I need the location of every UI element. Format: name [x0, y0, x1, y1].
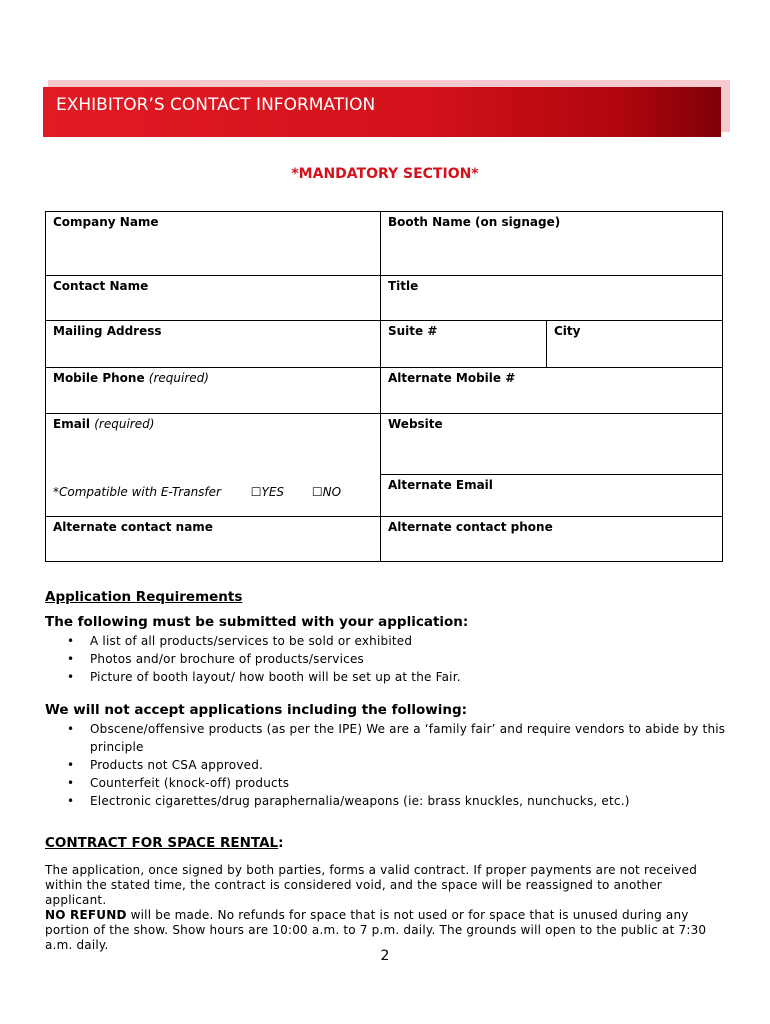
- etransfer-yes-checkbox[interactable]: ☐YES: [250, 485, 285, 499]
- city-label: City: [554, 324, 581, 338]
- contract-heading-text: CONTRACT FOR SPACE RENTAL: [45, 835, 279, 851]
- company-name-label: Company Name: [53, 215, 159, 229]
- alternate-contact-name-label: Alternate contact name: [53, 520, 213, 534]
- city-field[interactable]: [547, 321, 723, 368]
- contact-info-table: [45, 211, 723, 562]
- list-item: • A list of all products/services to be sold or exhibited: [45, 632, 735, 650]
- list-item: • Products not CSA approved.: [45, 756, 735, 774]
- alternate-contact-phone-field[interactable]: [381, 517, 723, 562]
- list-item: • Photos and/or brochure of products/services: [45, 650, 735, 668]
- list-item: • Electronic cigarettes/drug paraphernalia/weapons (ie: brass knuckles, nunchucks, etc.): [45, 792, 735, 810]
- email-required: (required): [94, 417, 155, 431]
- list-item: • Picture of booth layout/ how booth will be set up at the Fair.: [45, 668, 735, 686]
- list-item: • Counterfeit (knock-off) products: [45, 774, 735, 792]
- mailing-address-label: Mailing Address: [53, 324, 162, 338]
- website-label: Website: [388, 417, 443, 431]
- application-requirements: [45, 589, 735, 810]
- title-field[interactable]: [381, 276, 723, 321]
- alternate-contact-name-field[interactable]: [46, 517, 381, 562]
- contact-name-field[interactable]: [46, 276, 381, 321]
- contract-heading-colon: :: [278, 835, 284, 851]
- contract-section: [45, 835, 725, 953]
- suite-field[interactable]: [381, 321, 547, 368]
- etransfer-row: [53, 485, 373, 499]
- suite-label: Suite #: [388, 324, 438, 338]
- booth-name-label: Booth Name (on signage): [388, 215, 561, 229]
- mobile-phone-label: Mobile Phone: [53, 371, 145, 385]
- must-submit-list: [45, 632, 735, 686]
- must-submit-heading: The following must be submitted with your application:: [45, 614, 469, 630]
- etransfer-no-checkbox[interactable]: ☐NO: [311, 485, 342, 499]
- alternate-email-label: Alternate Email: [388, 478, 493, 492]
- not-accepted-list: [45, 720, 735, 810]
- contract-paragraph-1: The application, once signed by both parties, forms a valid contract. If proper payments are not received within the stated time, the contract is considered void, and the space will be reassigned to another applicant.: [45, 863, 698, 907]
- list-item: • Obscene/offensive products (as per the IPE) We are a ‘family fair’ and require vendors to abide by this principle: [45, 720, 735, 756]
- alternate-email-field[interactable]: [381, 475, 723, 517]
- booth-name-field[interactable]: [381, 212, 723, 276]
- contact-name-label: Contact Name: [53, 279, 149, 293]
- contract-paragraph-2: will be made. No refunds for space that is not used or for space that is unused during any portion of the show. Show hours are 10:00 a.m. to 7 p.m. daily. The grounds will open to the public at 7:30 a.m. daily.: [45, 908, 707, 952]
- section-title: EXHIBITOR’S CONTACT INFORMATION: [56, 95, 376, 115]
- mailing-address-field[interactable]: [46, 321, 381, 368]
- website-field[interactable]: [381, 414, 723, 475]
- no-refund-label: NO REFUND: [45, 908, 127, 922]
- alternate-mobile-label: Alternate Mobile #: [388, 371, 516, 385]
- mobile-phone-field[interactable]: [46, 368, 381, 414]
- title-label: Title: [388, 279, 419, 293]
- contract-heading: [45, 835, 725, 851]
- email-field[interactable]: [46, 414, 381, 517]
- requirements-heading: Application Requirements: [45, 589, 243, 605]
- mandatory-section-label: *MANDATORY SECTION*: [291, 166, 479, 182]
- contract-body: [45, 863, 725, 953]
- mobile-phone-required: (required): [148, 371, 209, 385]
- section-title-banner: [43, 87, 721, 137]
- page-number: 2: [380, 948, 390, 964]
- etransfer-label: *Compatible with E-Transfer: [53, 485, 221, 499]
- email-label: Email: [53, 417, 91, 431]
- not-accepted-heading: We will not accept applications including the following:: [45, 702, 468, 718]
- company-name-field[interactable]: [46, 212, 381, 276]
- alternate-mobile-field[interactable]: [381, 368, 723, 414]
- alternate-contact-phone-label: Alternate contact phone: [388, 520, 553, 534]
